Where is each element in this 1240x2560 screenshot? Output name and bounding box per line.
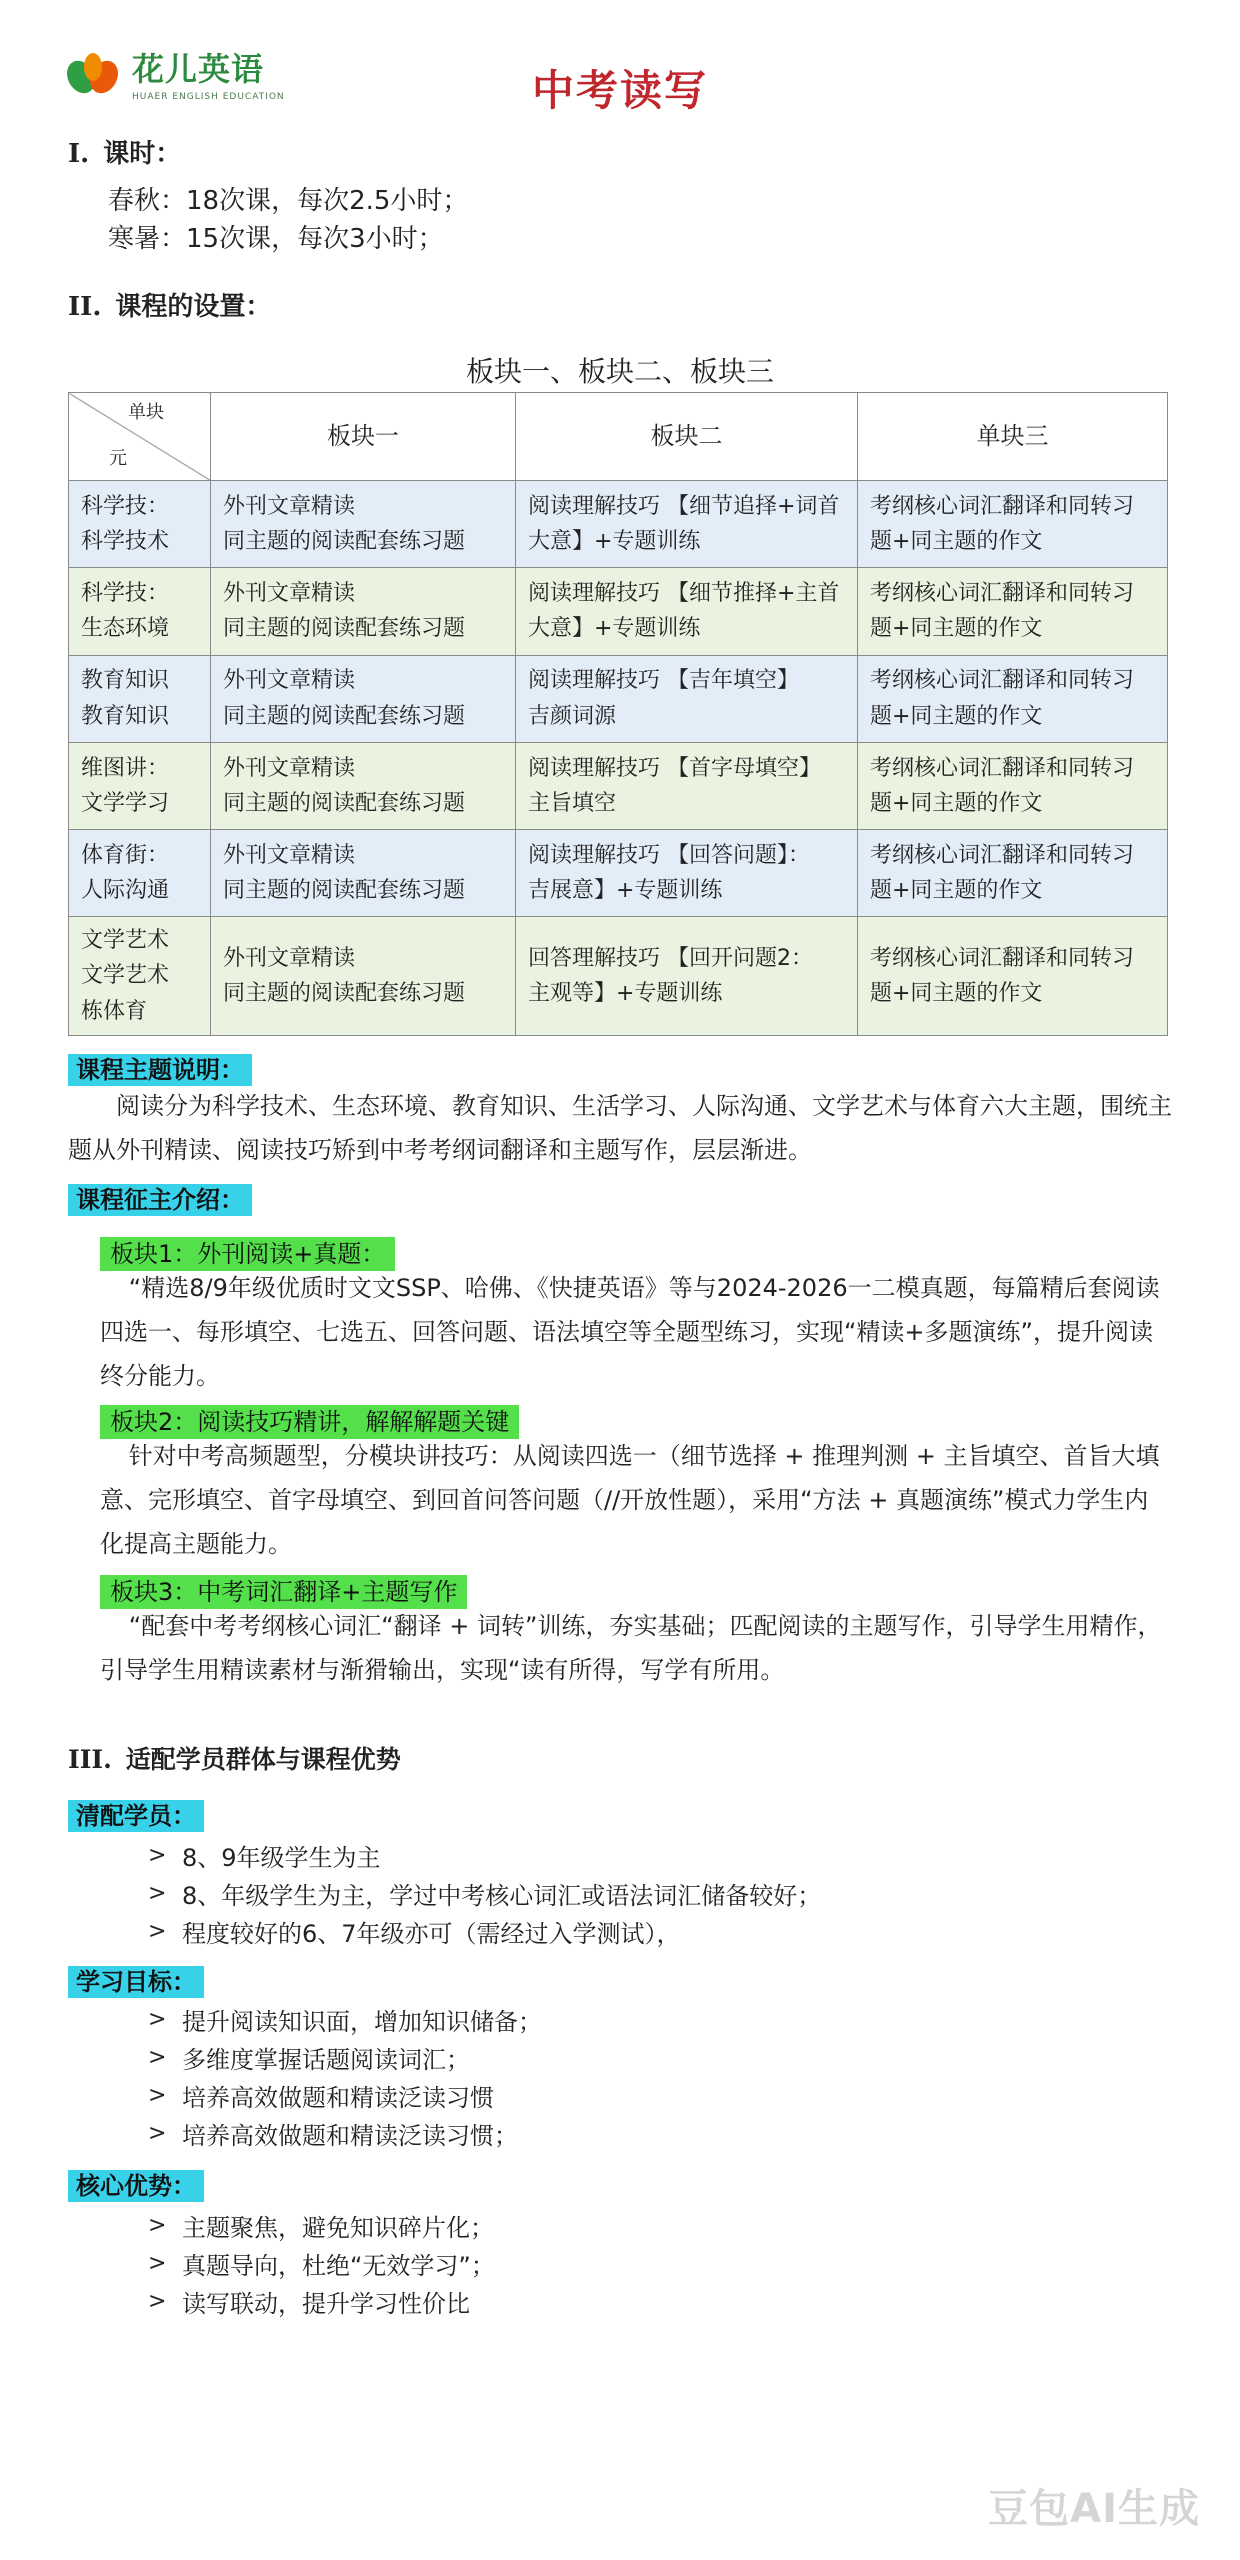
list-item-text: 提升阅读知识面，增加知识储备；: [182, 2007, 542, 2036]
list-item: [148, 2206, 495, 2244]
table-row: [69, 568, 1168, 655]
theme-label: 课程主题说明：: [68, 1054, 252, 1086]
block3-paragraph: “配套中考考纲核心词汇“翻译 + 词转”训练，夯实基础；匹配阅读的主题写作，引导学生用精作，引导学生用精读素材与渐猾输出，实现“读有所得，写学有所用。: [100, 1612, 1162, 1684]
block2-label-wrap: [100, 1402, 519, 1437]
unit-cell: 文学艺术 文学艺术 栋体育: [69, 917, 211, 1036]
list-item: [148, 2000, 542, 2038]
chevron-right-icon: >: [148, 2082, 167, 2108]
learning-goals-list: [148, 2000, 542, 2152]
block3-cell: 考纲核心词汇翻译和同转习题+同主题的作文: [858, 917, 1168, 1036]
column-header: 单块三: [858, 393, 1168, 481]
section1-heading: [68, 133, 181, 170]
section2-title: 课程的设置：: [115, 292, 272, 322]
chevron-right-icon: >: [148, 2250, 167, 2276]
chevron-right-icon: >: [148, 2044, 167, 2070]
chevron-right-icon: >: [148, 1842, 167, 1868]
list-item: [148, 1836, 821, 1874]
block3-cell: 考纲核心词汇翻译和同转习题+同主题的作文: [858, 655, 1168, 742]
group2-label-wrap: [68, 1962, 204, 1997]
section3-title: 适配学员群体与课程优势: [125, 1745, 401, 1774]
block2-cell: 回答理解技巧 【回开问题2： 主观等】+专题训练: [516, 917, 858, 1036]
theme-paragraph: 阅读分为科学技术、生态环境、教育知识、生活学习、人际沟通、文学艺术与体育六大主题，围统主题从外刊精读、阅读技巧矫到中考考纲词翻译和主题写作，层层渐进。: [68, 1092, 1172, 1164]
table-header-row: [69, 393, 1168, 481]
list-item: [148, 2076, 542, 2114]
list-item-text: 多维度掌握话题阅读词汇；: [182, 2045, 470, 2074]
block2-paragraph: 针对中考高频题型，分模块讲技巧：从阅读四选一（细节选择 + 推理判测 + 主旨填空、首旨大填意、完形填空、首字母填空、到回首问答问题（//开放性题），采用“方法 + 真题演练”模式力学生内化提高主题能力。: [100, 1442, 1160, 1558]
block1-label: 板块1：外刊阅读+真题：: [100, 1237, 395, 1271]
list-item: [148, 2038, 542, 2076]
ai-watermark: 豆包AI生成: [988, 2486, 1200, 2532]
unit-cell: 体育街： 人际沟通: [69, 829, 211, 916]
unit-cell: 教育知识 教育知识: [69, 655, 211, 742]
brand-subtitle: HUAER ENGLISH EDUCATION: [132, 92, 285, 102]
core-advantages-list: [148, 2206, 495, 2320]
intro-label: 课程征主介绍：: [68, 1184, 252, 1216]
course-table: [68, 392, 1168, 1036]
table-corner-cell: [69, 393, 211, 481]
block2-cell: 阅读理解技巧 【细节推择+主首大意】+专题训练: [516, 568, 858, 655]
page-title: 中考读写: [531, 66, 708, 115]
chevron-right-icon: >: [148, 1918, 167, 1944]
theme-label-wrap: [68, 1050, 252, 1085]
column-header: 板块二: [516, 393, 858, 481]
section2-number: II.: [68, 292, 102, 322]
block2-cell: 阅读理解技巧 【首字母填空】 主旨填空: [516, 742, 858, 829]
block1-cell: 外刊文章精读 同主题的阅读配套练习题: [211, 917, 516, 1036]
block1-label-wrap: [100, 1234, 395, 1269]
corner-top-label: 单块: [128, 402, 164, 423]
section2-heading: [68, 286, 271, 323]
table-row: [69, 917, 1168, 1036]
list-item-text: 8、年级学生为主，学过中考核心词汇或语法词汇储备较好；: [182, 1881, 822, 1910]
list-item-text: 程度较好的6、7年级亦可（需经过入学测试），: [182, 1919, 681, 1948]
list-item-text: 培养高效做题和精读泛读习惯；: [182, 2121, 518, 2150]
corner-bottom-label: 元: [109, 448, 127, 470]
unit-cell: 科学技： 科学技术: [69, 481, 211, 568]
block3-cell: 考纲核心词汇翻译和同转习题+同主题的作文: [858, 568, 1168, 655]
target-students-label: 清配学员：: [68, 1800, 204, 1832]
block3-cell: 考纲核心词汇翻译和同转习题+同主题的作文: [858, 742, 1168, 829]
list-item-text: 真题导向，杜绝“无效学习”；: [182, 2251, 495, 2280]
block1-cell: 外刊文章精读 同主题的阅读配套练习题: [211, 742, 516, 829]
core-advantages-label: 核心优势：: [68, 2170, 204, 2202]
list-item-text: 主题聚焦，避免知识碎片化；: [182, 2213, 494, 2242]
section3-heading: [68, 1740, 401, 1776]
lesson-line-winter-summer: 寒暑：15次课，每次3小时；: [108, 224, 444, 254]
list-item: [148, 1912, 821, 1950]
block2-label: 板块2：阅读技巧精讲，解解解题关键: [100, 1405, 519, 1439]
chevron-right-icon: >: [148, 2006, 167, 2032]
list-item: [148, 2282, 495, 2320]
target-students-list: [148, 1836, 821, 1950]
block1-cell: 外刊文章精读 同主题的阅读配套练习题: [211, 655, 516, 742]
list-item-text: 培养高效做题和精读泛读习惯: [182, 2083, 494, 2112]
intro-label-wrap: [68, 1180, 252, 1215]
block1-cell: 外刊文章精读 同主题的阅读配套练习题: [211, 481, 516, 568]
block1-cell: 外刊文章精读 同主题的阅读配套练习题: [211, 829, 516, 916]
unit-cell: 维图讲： 文学学习: [69, 742, 211, 829]
table-caption: 板块一、板块二、板块三: [465, 355, 774, 388]
chevron-right-icon: >: [148, 1880, 167, 1906]
group3-label-wrap: [68, 2166, 204, 2201]
block3-label: 板块3：中考词汇翻译+主题写作: [100, 1575, 467, 1609]
brand-name: 花儿英语: [132, 50, 265, 88]
block1-cell: 外刊文章精读 同主题的阅读配套练习题: [211, 568, 516, 655]
table-row: [69, 481, 1168, 568]
unit-cell: 科学技： 生态环境: [69, 568, 211, 655]
table-row: [69, 829, 1168, 916]
learning-goals-label: 学习目标：: [68, 1966, 204, 1998]
block3-cell: 考纲核心词汇翻译和同转习题+同主题的作文: [858, 481, 1168, 568]
block1-paragraph: “精选8/9年级优质时文文SSP、哈佛、《快捷英语》等与2024-2026一二模真题，每篇精后套阅读四选一、每形填空、七选五、回答问题、语法填空等全题型练习，实现“精读+多题演练”，提升阅读终分能力。: [100, 1274, 1160, 1390]
section1-title: 课时：: [103, 139, 182, 169]
column-header: 板块一: [211, 393, 516, 481]
chevron-right-icon: >: [148, 2212, 167, 2238]
block3-cell: 考纲核心词汇翻译和同转习题+同主题的作文: [858, 829, 1168, 916]
list-item-text: 8、9年级学生为主: [182, 1843, 381, 1872]
section1-number: I.: [68, 139, 90, 169]
section3-number: III.: [68, 1745, 112, 1774]
list-item-text: 读写联动，提升学习性价比: [182, 2289, 470, 2318]
list-item: [148, 1874, 821, 1912]
block3-label-wrap: [100, 1572, 467, 1607]
block2-cell: 阅读理解技巧 【吉年填空】 吉颜词源: [516, 655, 858, 742]
list-item: [148, 2244, 495, 2282]
lesson-line-spring-autumn: 春秋：18次课，每次2.5小时；: [108, 186, 469, 216]
block2-cell: 阅读理解技巧 【细节追择+词首大意】+专题训练: [516, 481, 858, 568]
chevron-right-icon: >: [148, 2288, 167, 2314]
table-row: [69, 742, 1168, 829]
chevron-right-icon: >: [148, 2120, 167, 2146]
table-row: [69, 655, 1168, 742]
group1-label-wrap: [68, 1796, 204, 1831]
list-item: [148, 2114, 542, 2152]
block2-cell: 阅读理解技巧 【回答问题】： 吉展意】+专题训练: [516, 829, 858, 916]
